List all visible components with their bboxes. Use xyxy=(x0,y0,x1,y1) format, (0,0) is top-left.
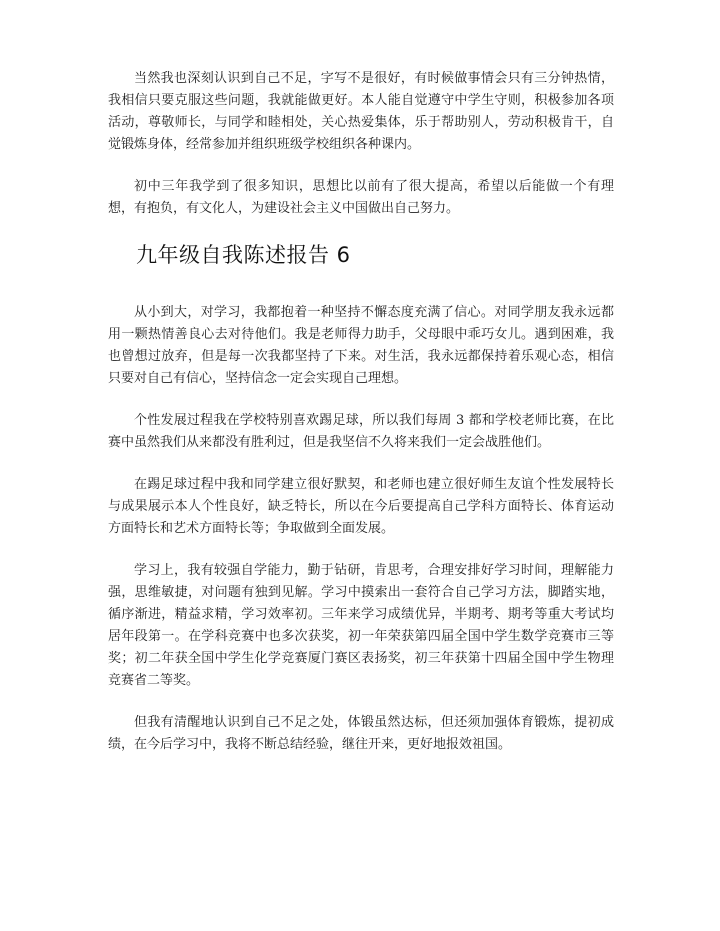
paragraph-attitude: 从小到大，对学习，我都抱着一种坚持不懈态度充满了信心。对同学朋友我永远都用一颗热情善良心去对待他们。我是老师得力助手，父母眼中乖巧女儿。遇到困难，我也曾想过放弃，但是每一次我都坚持了下来。对生活，我永远都保持着乐观心态，相信只要对自己有信心，坚持信念一定会实现自己理想。 xyxy=(108,305,614,386)
paragraph-football: 个性发展过程我在学校特别喜欢踢足球，所以我们每周 3 都和学校老师比赛，在比赛中虽然我们从来都没有胜利过，但是我坚信不久将来我们一定会战胜他们。 xyxy=(108,413,614,450)
paragraph-self-awareness: 当然我也深刻认识到自己不足，字写不是很好，有时候做事情会只有三分钟热情，我相信只要克服这些问题，我就能做更好。本人能自觉遵守中学生守则，积极参加各项活动，尊敬师长，与同学和睦相处，关心热爱集体，乐于帮助别人，劳动积极肯干，自觉锻炼身体，经常参加并组织班级学校组织各种课内。 xyxy=(108,71,614,152)
paragraph-personal-development: 在踢足球过程中我和同学建立很好默契，和老师也建立很好师生友谊个性发展特长与成果展示本人个性良好，缺乏特长，所以在今后要提高自己学科方面特长、体育运动方面特长和艺术方面特长等；争取做到全面发展。 xyxy=(108,477,614,536)
paragraph-shortcomings: 但我有清醒地认识到自己不足之处，体锻虽然达标，但还须加强体育锻炼，提初成绩，在今后学习中，我将不断总结经验，继往开来，更好地报效祖国。 xyxy=(108,715,614,752)
paragraph-study: 学习上，我有较强自学能力，勤于钻研，肯思考，合理安排好学习时间，理解能力强，思维敏捷，对问题有独到见解。学习中摸索出一套符合自己学习方法，脚踏实地，循序渐进，精益求精，学习效率初。三年来学习成绩优异，半期考、期考等重大考试均居年段第一。在学科竞赛中也多次获奖，初一年荣获第四届全国中学生数学竞赛市三等奖；初二年获全国中学生化学竞赛厦门赛区表扬奖，初三年获第十四届全国中学生物理竞赛省二等奖。 xyxy=(108,563,614,688)
document-body xyxy=(108,68,614,776)
paragraph-three-years-summary: 初中三年我学到了很多知识，思想比以前有了很大提高，希望以后能做一个有理想，有抱负，有文化人，为建设社会主义中国做出自己努力。 xyxy=(108,179,614,216)
section-heading: 九年级自我陈述报告 6 xyxy=(136,243,351,267)
